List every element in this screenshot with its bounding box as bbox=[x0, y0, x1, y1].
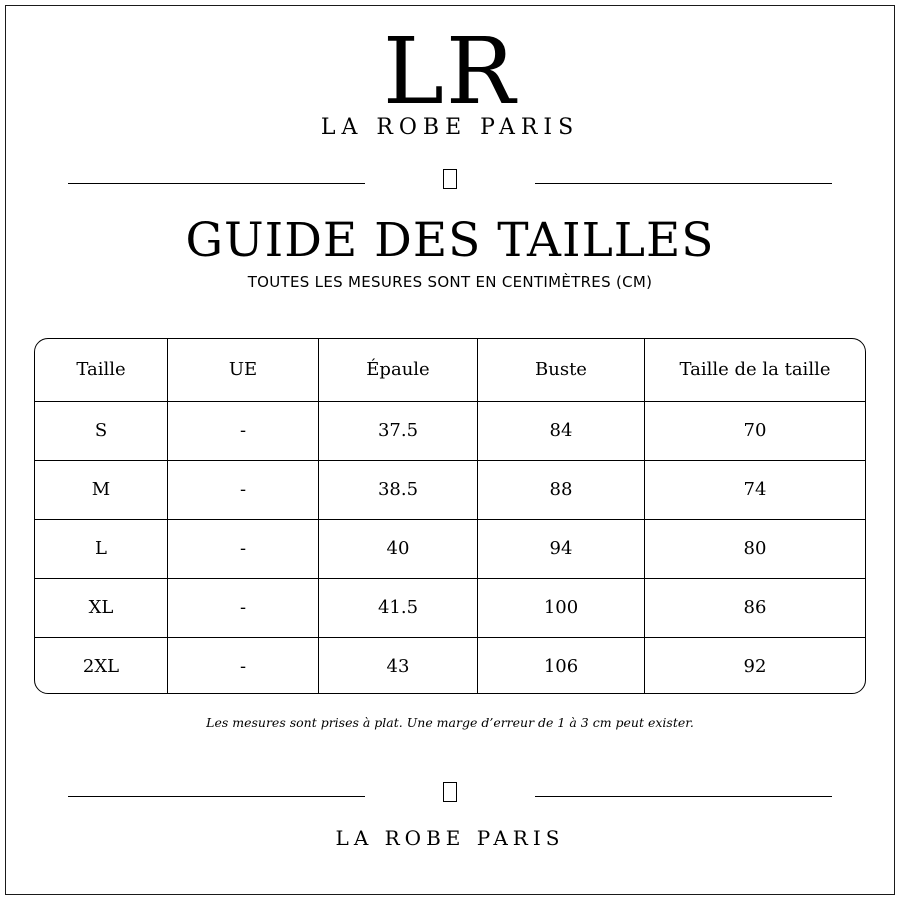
footer-brand-name: LA ROBE PARIS bbox=[335, 826, 565, 850]
cell-eu: - bbox=[168, 578, 319, 637]
divider-right-line bbox=[535, 183, 832, 184]
divider-left-line bbox=[68, 183, 365, 184]
cell-waist: 92 bbox=[743, 656, 767, 678]
column-header-eu: UE bbox=[168, 339, 319, 401]
cell-eu: - bbox=[168, 519, 319, 578]
cell-waist: 74 bbox=[645, 460, 866, 519]
cell-bust: 84 bbox=[478, 401, 645, 460]
cell-size: M bbox=[35, 460, 168, 519]
cell-shoulder: 43 bbox=[319, 637, 478, 694]
page-subtitle: TOUTES LES MESURES SONT EN CENTIMÈTRES (CM) bbox=[247, 273, 653, 291]
cell-eu: - bbox=[168, 401, 319, 460]
cell-shoulder: 40 bbox=[319, 519, 478, 578]
column-header-size: Taille bbox=[35, 339, 168, 401]
cell-bust: 94 bbox=[478, 519, 645, 578]
table-row bbox=[35, 401, 865, 460]
cell-waist: 86 bbox=[645, 578, 866, 637]
measurement-note: Les mesures sont prises à plat. Une marge d’erreur de 1 à 3 cm peut exister. bbox=[206, 715, 694, 730]
cell-waist: 80 bbox=[645, 519, 866, 578]
divider-right-line bbox=[535, 796, 832, 797]
table-row bbox=[35, 578, 865, 637]
size-table bbox=[34, 338, 866, 694]
cell-shoulder: 41.5 bbox=[319, 578, 478, 637]
cell-size: L bbox=[35, 519, 168, 578]
table-row bbox=[35, 637, 865, 694]
page-title: GUIDE DES TAILLES bbox=[185, 213, 715, 268]
brand-name: LA ROBE PARIS bbox=[320, 115, 580, 140]
cell-shoulder: 37.5 bbox=[319, 401, 478, 460]
cell-eu: - bbox=[168, 637, 319, 694]
cell-bust: 88 bbox=[478, 460, 645, 519]
cell-size: 2XL bbox=[35, 637, 168, 694]
table-row bbox=[35, 460, 865, 519]
placeholder-glyph-icon bbox=[443, 782, 457, 802]
cell-waist: 70 bbox=[645, 401, 866, 460]
column-header-bust: Buste bbox=[478, 339, 645, 401]
cell-bust: 100 bbox=[478, 578, 645, 637]
cell-size: S bbox=[35, 401, 168, 460]
divider-left-line bbox=[68, 796, 365, 797]
column-header-waist: Taille de la taille bbox=[645, 339, 866, 401]
table-header-row bbox=[35, 339, 865, 401]
cell-eu: - bbox=[168, 460, 319, 519]
brand-logo: LR bbox=[382, 18, 518, 125]
cell-bust: 106 bbox=[478, 637, 645, 694]
column-header-shoulder: Épaule bbox=[319, 339, 478, 401]
cell-shoulder: 38.5 bbox=[319, 460, 478, 519]
cell-size: XL bbox=[35, 578, 168, 637]
table-row bbox=[35, 519, 865, 578]
placeholder-glyph-icon bbox=[443, 169, 457, 189]
